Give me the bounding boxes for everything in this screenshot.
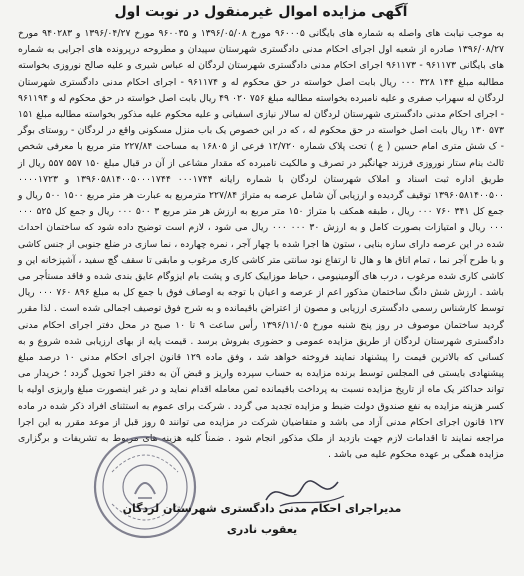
signatory-office: مدیراجرای احکام مدنی دادگستری شهرستان لردگان <box>122 502 402 515</box>
signatory-name: یعقوب نادری <box>226 523 298 536</box>
notice-title: آگهی مزایده اموال غیرمنقول در نوبت اول <box>114 4 408 20</box>
notice-body: به موجب نیابت های واصله به شماره های بایگانی ۹۶۰۰۰۵ مورخ ۱۳۹۶/۰۵/۰۸ و ۹۶۰۰۳۵ مورخ ۱۳۹۶/۰۴/۲۷ و ۹۴۰۲۸۳ مورخ ۱۳۹۶/۰۸/۲۷ صادره از شعبه اول اجرای احکام مدنی دادگستری شهرستان سپیدان و مطروحه درپرونده های اجرایی به شماره های بایگانی ۹۶۱۱۷۳ - ۹۶۱۱۷۳ اجرای احکام مدنی دادگستری شهرستان لردگان له عباس شیری و علیه صالح نوروزی بخواسته مطالبه مبلغ ۱۴۴ ۳۲۸ ۰۰۰ ریال بابت اصل خواسته در حق محکوم له و ۹۶۱۱۷۴ - اجرای احکام مدنی دادگستری شهرستان لردگان له سهراب صفری و علیه نامبرده بخواسته مطالبه مبلغ ۷۵۶ ۰۲۰ ۴۹ ریال بابت اصل خواسته در حق محکوم له و ۹۶۱۱۹۴ - اجرای احکام مدنی دادگستری شهرستان لردگان له سالار نیازی اسفیانی و علیه محکوم علیه مذکور بخواسته مطالبه مبلغ ۱۵۱ ۵۷۳ ۱۳۰ ریال بابت اصل خواسته در حق محکوم له ، که در این خصوص یک باب منزل مسکونی واقع در لردگان - روستای بوگر - ک شش متری امام حسین ( ع ) تحت پلاک شماره ۱۲/۷۲۰ فرعی از ۱۶۸۰۵ به مساحت ۲۲۷/۸۴ متر مربع با معرفی شخص ثالث بنام ستار نوروزی فرزند جهانگیر در تصرف و مالکیت نامبرده که مقدار مشاعی از آن در قبال مبلغ ۱۵۰ ۵۵۷ ۵۵۷ ریال از طریق اداره ثبت اسناد و املاک شهرستان لردگان با شماره رایانه ۰۰۰۱۷۴۴ ۱۳۹۶۰۵۸۱۴۰۰۵۰۰۰۱۷۴۴ و ۰۰۰۰۱۷۲۳ ۱۳۹۶۰۵۸۱۴۰۰۵۰۰ توقیف گردیده و ارزیابی آن شامل عرصه به متراژ ۲۲۷/۸۴ مترمربع به عبارت هر متر مربع ۱۵۰۰ ۵۰۰ ریال و جمع کل ۳۴۱ ۷۶۰ ۰۰۰ ریال ، طبقه همکف با متراژ ۱۵۰ متر مربع به ارزش هر متر مربع ۳ ۵۰۰ ۰۰۰ ریال و جمع کل ۵۲۵ ۰۰۰ ۰۰۰ ریال و امتیازات بصورت کامل و به ارزش ۳۰ ۰۰۰ ۰۰۰ ریال می شود ، لازم است توضیح داده شود که ساختمان احداث شده در این عرصه دارای سازه بنایی ، ستون ها اجرا شده با چهار آجر ، نمره چهارده ، نما سازی در ضلع جنوبی از جنس کاشی و با طرح آجر نما ، تمام اتاق ها و هال تا ارتفاع نود سانتی متر کاشی کاری مرغوب و مابقی تا سقف گچ سفید ، آشپزخانه این و کاشی کاری شده مرغوب ، درب های آلومینیومی ، حیاط موزاییک کاری و پشت بام ایزوگام عایق بندی شده و فاقد مستأجر می باشد . ارزش شش دانگ ساختمان مذکور اعم از عرصه و اعیان با توجه به اوصاف فوق با جمع کل به مبلغ ۸۹۶ ۷۶۰ ۰۰۰ ریال توسط کارشناس رسمی دادگستری ارزیابی و مصون از اعتراض باقیمانده و به شرح فوق توصیف اجمالی شده است . لذا مقرر گردید ساختمان موصوف در روز پنج شنبه مورخ ۱۳۹۶/۱۱/۰۵ رأس ساعت ۹ تا ۱۰ صبح در محل دفتر اجرای احکام مدنی دادگستری شهرستان لردگان از طریق مزایده عمومی و حضوری بفروش برسد . قیمت پایه از بهای ارزیابی شده شروع و به کسانی که بالاترین قیمت را پیشنهاد نمایند فروخته خواهد شد ، وفق ماده ۱۲۹ قانون اجرای احکام مدنی ۱۰ درصد مبلغ پیشنهادی بایستی فی المجلس توسط برنده مزایده به حساب سپرده واریز و قبض آن به دفتر اجرا تحویل گردد ؛ خریدار می تواند حداکثر یک ماه از تاریخ مزایده نسبت به پرداخت باقیمانده ثمن معامله اقدام نماید و در غیر اینصورت مبلغ واریزی اولیه با کسر هزینه مزایده به نفع صندوق دولت ضبط و مزایده تجدید می گردد . شرکت برای عموم به استثنای افراد ذکر شده در ماده ۱۲۷ قانون اجرای احکام مدنی آزاد می باشد و متقاضیان شرکت در مزایده می توانند ۵ روز قبل از موعد مقرر به این اجرا مراجعه نمایند تا اقدامات لازم جهت بازدید از ملک مذکور انجام شود . ضمناً کلیه هزینه های مربوط به تشریفات و برگزاری مزایده همگی بر عهده محکوم علیه می باشد . <box>18 28 505 461</box>
signature-block <box>0 502 524 536</box>
